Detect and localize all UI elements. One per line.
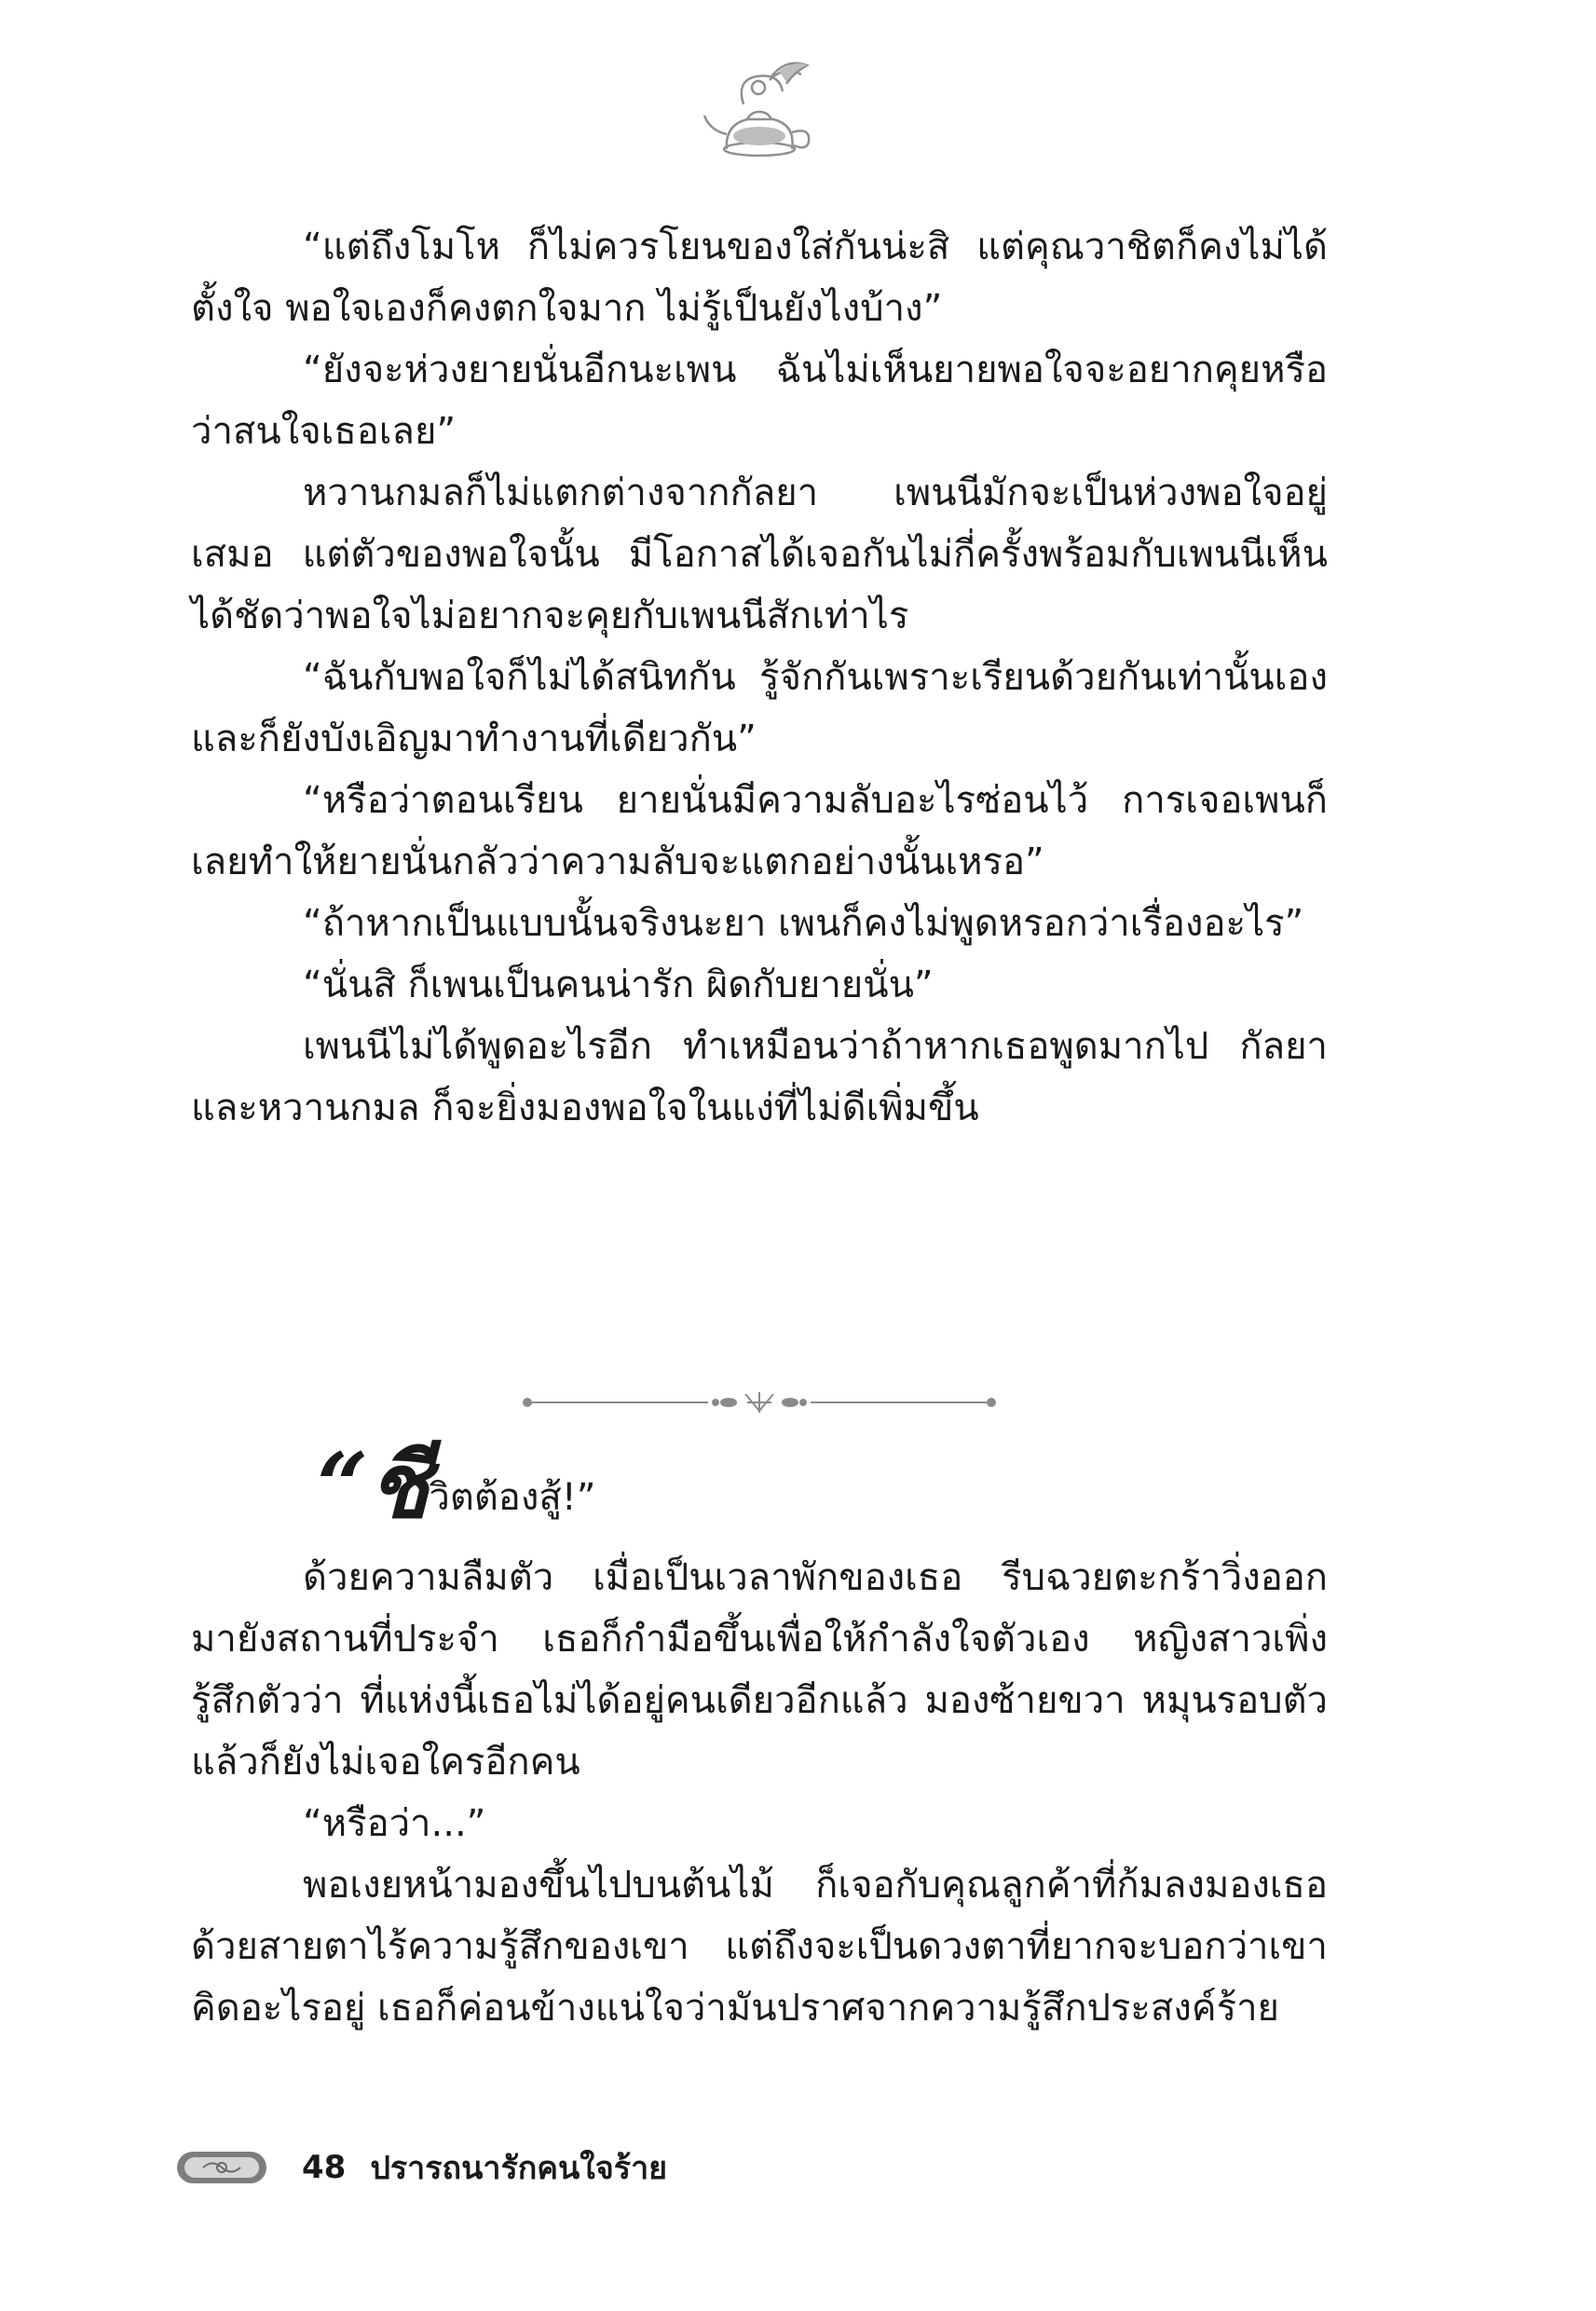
section-opening <box>317 1433 596 1538</box>
paragraph: “หรือว่า...” <box>303 1802 486 1845</box>
book-title: ปรารถนารักคนใจร้าย <box>370 2150 668 2187</box>
paragraph: หวานกมลก็ไม่แตกต่างจากกัลยา เพนนีมักจะเป็นห่วงพอใจอยู่เสมอ แต่ตัวของพอใจนั้น มีโอกาสได้เจอกันไม่กี่ครั้งพร้อมกับเพนนีเห็นได้ชัดว่าพอใจไม่อยากจะคุยกับเพนนีสักเท่าไร <box>191 472 1328 637</box>
paragraph: “ยังจะห่วงยายนั่นอีกนะเพน ฉันไม่เห็นยายพอใจจะอยากคุยหรือว่าสนใจเธอเลย” <box>191 349 1328 453</box>
drop-cap: “ชี <box>317 1433 430 1538</box>
opening-text: วิตต้องสู้!” <box>429 1476 596 1519</box>
book-logo-icon <box>175 2146 268 2189</box>
narrative-block-2 <box>191 1547 1328 2039</box>
narrative-block-1 <box>191 216 1328 1139</box>
paragraph: เพนนีไม่ได้พูดอะไรอีก ทำเหมือนว่าถ้าหากเธอพูดมากไป กัลยาและหวานกมล ก็จะยิ่งมองพอใจในแง่ที่ไม่ดีเพิ่มขึ้น <box>191 1025 1328 1129</box>
paragraph: “หรือว่าตอนเรียน ยายนั่นมีความลับอะไรซ่อนไว้ การเจอเพนก็เลยทำให้ยายนั่นกลัวว่าความลับจะแตกอย่างนั้นเหรอ” <box>191 779 1328 883</box>
paragraph: “แต่ถึงโมโห ก็ไม่ควรโยนของใส่กันน่ะสิ แต่คุณวาชิตก็คงไม่ได้ตั้งใจ พอใจเองก็คงตกใจมาก ไม่รู้เป็นยังไงบ้าง” <box>191 226 1328 330</box>
floral-divider-icon <box>522 1388 997 1416</box>
paragraph: “ถ้าหากเป็นแบบนั้นจริงนะยา เพนก็คงไม่พูดหรอกว่าเรื่องอะไร” <box>303 902 1304 945</box>
angel-teapot-ornament-icon <box>689 52 829 173</box>
paragraph: พอเงยหน้ามองขึ้นไปบนต้นไม้ ก็เจอกับคุณลูกค้าที่ก้มลงมองเธอด้วยสายตาไร้ความรู้สึกของเขา แต่ถึงจะเป็นดวงตาที่ยากจะบอกว่าเขาคิดอะไรอยู่ เธอก็ค่อนข้างแน่ใจว่ามันปราศจากความรู้สึกประสงค์ร้าย <box>191 1864 1328 2030</box>
page-number: 48 <box>302 2149 347 2186</box>
paragraph: ด้วยความลืมตัว เมื่อเป็นเวลาพักของเธอ รีบฉวยตะกร้าวิ่งออกมายังสถานที่ประจำ เธอก็กำมือขึ้นเพื่อให้กำลังใจตัวเอง หญิงสาวเพิ่งรู้สึกตัวว่า ที่แห่งนี้เธอไม่ได้อยู่คนเดียวอีกแล้ว มองซ้ายขวา หมุนรอบตัว แล้วก็ยังไม่เจอใครอีกคน <box>191 1556 1328 1784</box>
paragraph: “ฉันกับพอใจก็ไม่ได้สนิทกัน รู้จักกันเพราะเรียนด้วยกันเท่านั้นเอง และก็ยังบังเอิญมาทำงานที่เดียวกัน” <box>191 656 1328 760</box>
page-footer <box>175 2140 667 2195</box>
paragraph: “นั่นสิ ก็เพนเป็นคนน่ารัก ผิดกับยายนั่น” <box>303 964 934 1006</box>
